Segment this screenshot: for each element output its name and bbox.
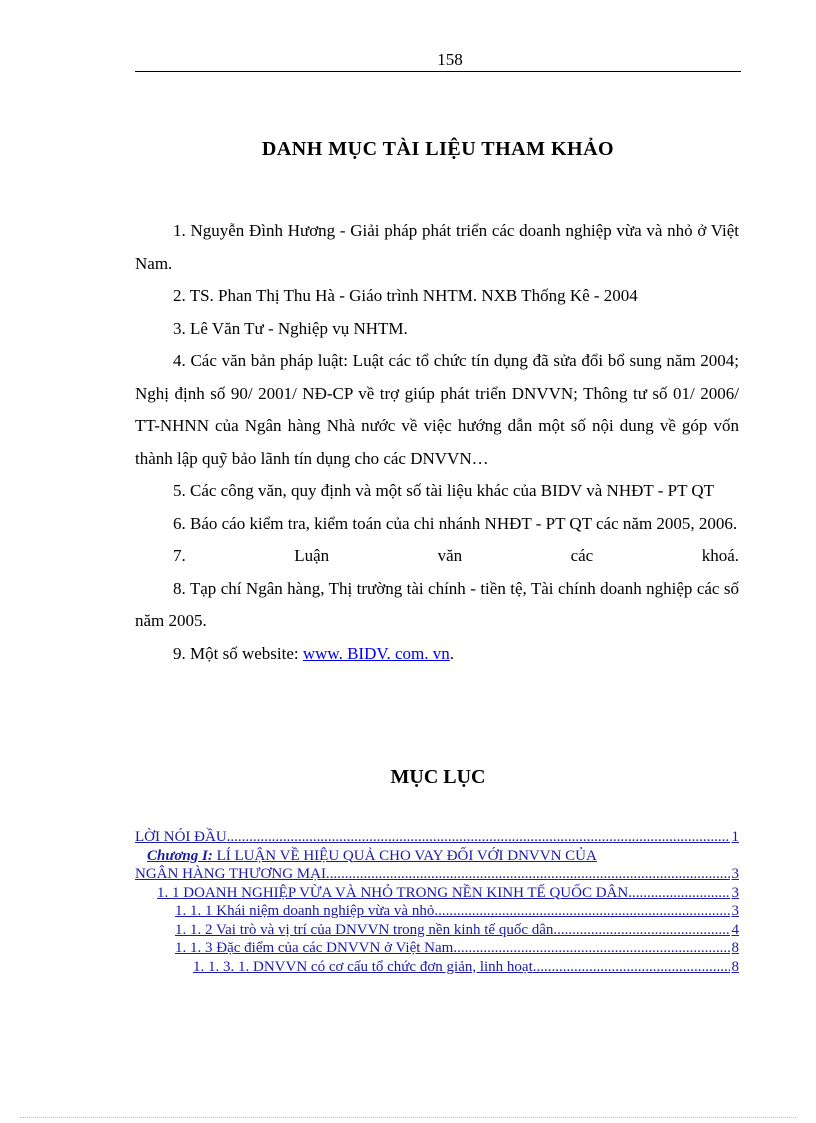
toc-entry-page: 1 xyxy=(731,829,739,845)
page-bottom-edge xyxy=(20,1117,796,1118)
reference-text: 9. Một số website: xyxy=(173,643,303,663)
toc-entry-page: 3 xyxy=(731,866,739,882)
chapter-label: Chương I: xyxy=(147,847,213,864)
toc-leader xyxy=(453,939,729,958)
toc-entry-title: 1. 1. 3. 1. DNVVN có cơ cấu tổ chức đơn giản, linh hoạt xyxy=(193,958,533,975)
toc-leader xyxy=(533,958,730,977)
toc-entry-page: 3 xyxy=(731,903,739,919)
chapter-title-continued: NGÂN HÀNG THƯƠNG MẠI. xyxy=(135,866,330,882)
reference-suffix: . xyxy=(449,643,454,663)
chapter-title: LÍ LUẬN VỀ HIỆU QUẢ CHO VAY ĐỐI VỚI DNVVN CỦA xyxy=(212,847,597,864)
toc-entry-page: 3 xyxy=(731,884,739,901)
toc-entry-intro[interactable] xyxy=(135,828,739,847)
toc-entry-chapter-1[interactable] xyxy=(135,847,739,884)
toc-entry-title: 1. 1. 2 Vai trò và vị trí của DNVVN trong nền kinh tế quốc dân xyxy=(175,921,554,938)
toc-entry-title: 1. 1. 1 Khái niệm doanh nghiệp vừa và nhỏ xyxy=(175,903,435,919)
toc-entry-title: LỜI NÓI ĐẦU xyxy=(135,829,227,845)
reference-item: 6. Báo cáo kiểm tra, kiểm toán của chi nhánh NHĐT - PT QT các năm 2005, 2006. xyxy=(173,513,738,533)
toc-leader xyxy=(330,865,730,884)
toc-leader xyxy=(628,884,729,903)
website-link[interactable]: www. BIDV. com. vn xyxy=(302,643,450,663)
toc-entry[interactable] xyxy=(135,939,739,958)
reference-item xyxy=(135,638,739,671)
reference-list xyxy=(135,215,739,670)
toc-entry-page: 8 xyxy=(731,940,739,956)
reference-item: 5. Các công văn, quy định và một số tài liệu khác của BIDV và NHĐT - PT QT xyxy=(173,481,715,500)
table-of-contents xyxy=(135,828,739,976)
toc-heading: MỤC LỤC xyxy=(390,766,486,788)
toc-leader xyxy=(553,921,729,940)
reference-item: 3. Lê Văn Tư - Nghiệp vụ NHTM. xyxy=(173,318,408,338)
page-number: 158 xyxy=(437,50,463,69)
toc-entry[interactable] xyxy=(135,902,739,921)
toc-entry-page: 8 xyxy=(731,958,739,975)
toc-entry-title: 1. 1. 3 Đặc điểm của các DNVVN ở Việt Nam xyxy=(175,940,454,956)
toc-entry[interactable] xyxy=(135,921,739,940)
toc-entry[interactable] xyxy=(135,884,739,903)
toc-entry[interactable] xyxy=(135,958,739,977)
toc-leader xyxy=(434,902,729,921)
header-rule xyxy=(135,71,741,72)
page-title: DANH MỤC TÀI LIỆU THAM KHẢO xyxy=(261,138,615,160)
toc-leader xyxy=(227,828,730,847)
reference-item: 7. Luận văn các khoá. xyxy=(173,546,739,565)
reference-item: 4. Các văn bản pháp luật: Luật các tổ chức tín dụng đã sửa đổi bổ sung năm 2004; Nghị định số 90/ 2001/ NĐ-CP về trợ giúp phát triển DNVVN; Thông tư số 01/ 2006/ TT-NHNN của Ngân hàng Nhà nước về việc hướng dẫn một số nội dung về góp vốn thành lập quỹ bảo lãnh tín dụng cho các DNVVN… xyxy=(135,351,739,468)
toc-entry-page: 4 xyxy=(731,921,739,938)
reference-item: 1. Nguyễn Đình Hương - Giải pháp phát triển các doanh nghiệp vừa và nhỏ ở Việt Nam. xyxy=(135,221,739,273)
reference-item: 8. Tạp chí Ngân hàng, Thị trường tài chính - tiền tệ, Tài chính doanh nghiệp các số năm 2005. xyxy=(135,578,739,630)
reference-item: 2. TS. Phan Thị Thu Hà - Giáo trình NHTM. NXB Thống Kê - 2004 xyxy=(173,286,638,305)
toc-entry-title: 1. 1 DOANH NGHIỆP VỪA VÀ NHỎ TRONG NỀN KINH TẾ QUỐC DÂN xyxy=(157,884,629,901)
